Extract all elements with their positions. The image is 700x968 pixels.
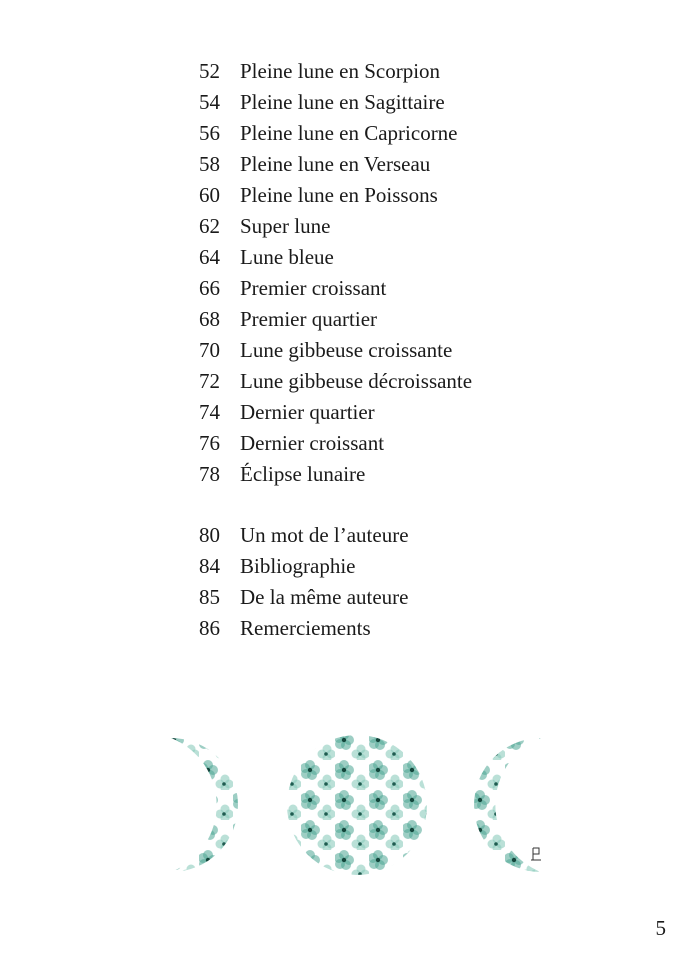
toc-title: Dernier croissant <box>240 431 385 455</box>
toc-page-number: 85 <box>199 585 220 609</box>
toc-title: Lune gibbeuse croissante <box>240 338 453 362</box>
toc-page-number: 62 <box>199 214 220 238</box>
toc-title: Premier quartier <box>240 307 378 331</box>
toc-title: Pleine lune en Verseau <box>240 152 431 176</box>
toc-page-number: 54 <box>199 90 220 114</box>
toc-title: Dernier quartier <box>240 400 375 424</box>
toc-page-number: 76 <box>199 431 220 455</box>
toc-page-number: 72 <box>199 369 220 393</box>
toc-title: Pleine lune en Scorpion <box>240 59 441 83</box>
toc-page-number: 60 <box>199 183 220 207</box>
toc-page-number: 56 <box>199 121 220 145</box>
toc-page-number: 66 <box>199 276 220 300</box>
toc-title: Éclipse lunaire <box>240 462 366 486</box>
toc-page-number: 74 <box>199 400 220 424</box>
triple-moon-floral-icon <box>165 730 550 880</box>
toc-title: De la même auteure <box>240 585 409 609</box>
toc-page-number: 84 <box>199 554 220 578</box>
page-number: 5 <box>655 916 666 940</box>
toc-title: Premier croissant <box>240 276 387 300</box>
toc-page-number: 70 <box>199 338 220 362</box>
toc-title: Un mot de l’auteure <box>240 523 409 547</box>
toc-page-number: 86 <box>199 616 220 640</box>
toc-page-number: 58 <box>199 152 220 176</box>
toc-page-number: 80 <box>199 523 220 547</box>
toc-title: Lune bleue <box>240 245 334 269</box>
toc-title: Super lune <box>240 214 331 238</box>
toc-page-number: 64 <box>199 245 220 269</box>
toc-title: Remerciements <box>240 616 371 640</box>
toc-title: Pleine lune en Capricorne <box>240 121 458 145</box>
toc-title: Bibliographie <box>240 554 356 578</box>
toc-title: Pleine lune en Poissons <box>240 183 438 207</box>
toc-page-number: 52 <box>199 59 220 83</box>
toc-page-number: 78 <box>199 462 220 486</box>
toc-page-number: 68 <box>199 307 220 331</box>
toc-title: Pleine lune en Sagittaire <box>240 90 445 114</box>
toc-title: Lune gibbeuse décroissante <box>240 369 473 393</box>
